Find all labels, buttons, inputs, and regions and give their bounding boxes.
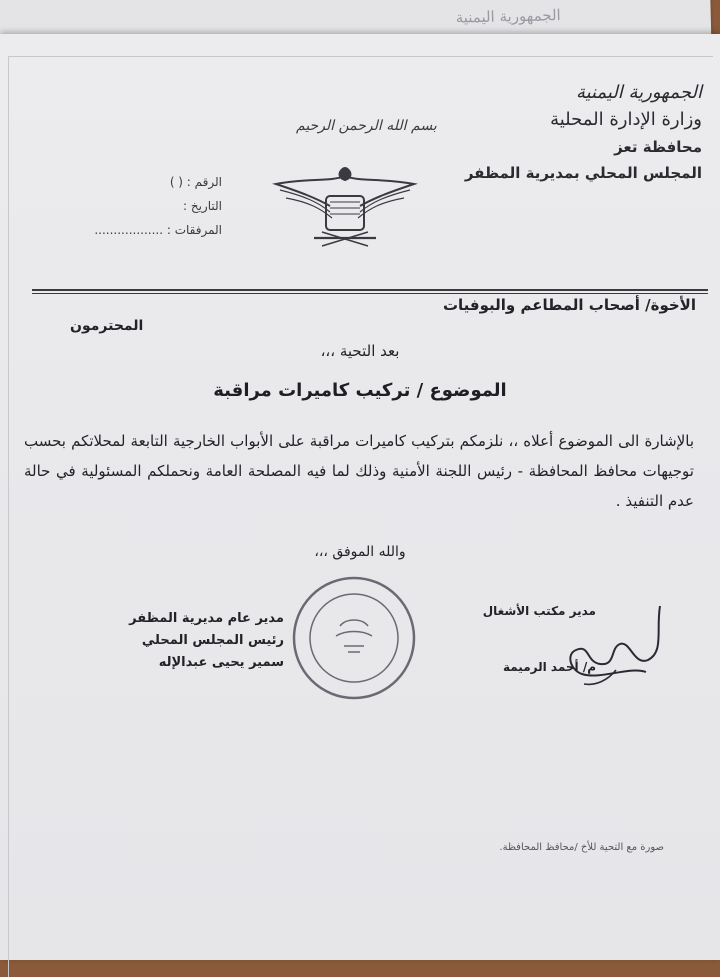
carbon-copy-note: صورة مع التحية للأخ /محافظ المحافظة.: [499, 842, 664, 853]
bismillah: بسم الله الرحمن الرحيم: [296, 118, 437, 134]
date-field: التاريخ :: [182, 199, 222, 213]
letterhead-right: [442, 82, 702, 182]
respected-salutation: المحترمون: [70, 318, 144, 334]
signatory-left-title: مدير عام مديرية المظفر: [129, 611, 284, 626]
addressee: الأخوة/ أصحاب المطاعم والبوفيات: [442, 296, 696, 314]
underlying-sheet-text: الجمهورية اليمنية: [455, 6, 561, 27]
greeting: بعد التحية ،،،: [320, 342, 400, 360]
letterhead-left: [52, 170, 222, 242]
council-name: المجلس المحلي بمديرية المظفر: [464, 164, 702, 182]
ministry-name: وزارة الإدارة المحلية: [550, 109, 702, 130]
governorate-name: محافظة تعز: [614, 138, 702, 156]
eagle-emblem-icon: [270, 162, 420, 254]
country-name: الجمهورية اليمنية: [575, 82, 702, 103]
letter-body: بالإشارة الى الموضوع أعلاه ،، نلزمكم بتركيب كاميرات مراقبة على الأبواب الخارجية التابعة لمحلاتكم بحسب توجيهات محافظ المحافظة - رئيس اللجنة الأمنية وذلك لما فيه المصلحة العامة ونحملكم المسئولية في حالة عدم التنفيذ .: [24, 432, 694, 510]
attachments-field: المرفقات : ..................: [94, 223, 222, 237]
header-divider-thin: [32, 293, 708, 294]
letter-page: [0, 34, 720, 960]
header-divider: [32, 289, 708, 291]
signatory-left: [84, 608, 284, 674]
signatory-left-role: رئيس المجلس المحلي: [141, 633, 284, 648]
signatory-right-title: مدير مكتب الأشغال: [482, 604, 596, 618]
handwritten-signature: [560, 600, 672, 692]
reference-number-field: الرقم : ( ): [169, 175, 222, 189]
signatory-left-name: سمير يحيى عبدالإله: [158, 655, 284, 670]
closing-line: والله الموفق ،،،: [314, 544, 406, 560]
official-stamp: [290, 574, 418, 702]
signatory-right-name: م/ أحمد الرميمة: [502, 660, 596, 674]
subject-line: الموضوع / تركيب كاميرات مراقبة: [213, 380, 507, 401]
